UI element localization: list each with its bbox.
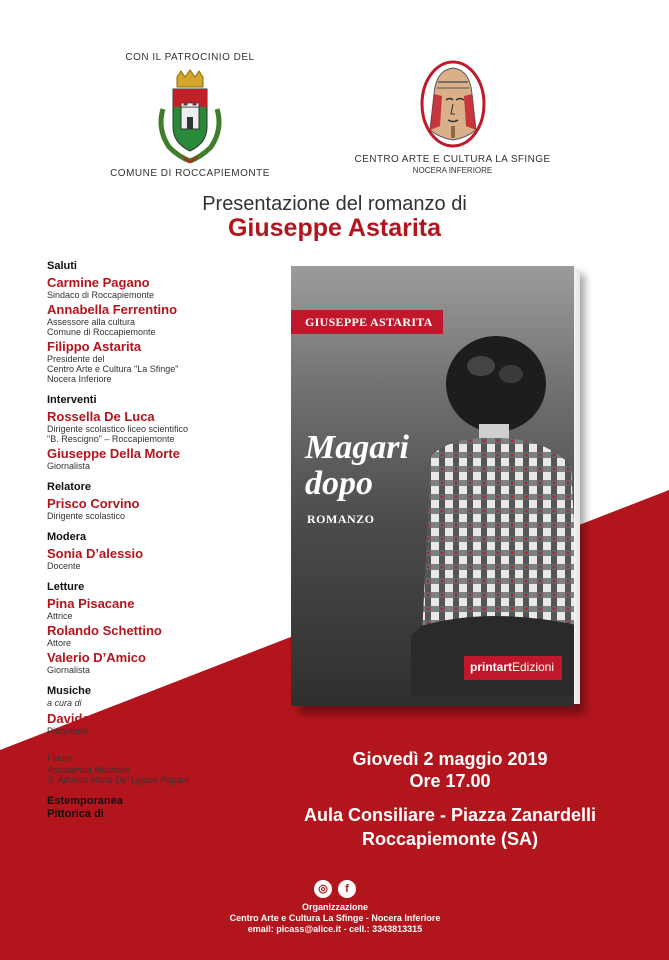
child-illustration [411,326,574,696]
book-cover-art [291,266,574,706]
book-title-line2: dopo [305,465,373,502]
speaker [47,496,277,521]
footer-org: Centro Arte e Cultura La Sfinge - Nocera Inferiore [229,913,441,923]
speaker [47,650,277,675]
speaker-name: Pina Pisacane [47,596,135,611]
speaker-role: Attrice [47,611,73,621]
section-heading: Interventi [47,394,97,406]
footer [180,880,490,935]
speaker-name: Mauro Sodano [47,823,138,838]
event-details [270,748,630,850]
speaker [47,823,277,838]
speaker-name: Davide Cesarano [47,711,153,726]
speaker-role: Docente [47,561,81,571]
section-letture [47,581,277,675]
speaker-role: Attore [47,638,72,648]
speaker-name: Rossella De Luca [47,409,155,424]
event-city: Roccapiemonte (SA) [361,829,539,849]
patron-top-text: CON IL PATROCINIO DEL [125,52,255,63]
publisher-rest: Edizioni [512,660,555,674]
speaker-role: Flauto [47,753,73,763]
speaker [47,546,277,571]
speaker [47,446,277,471]
event-date: Giovedì 2 maggio 2019 [352,749,548,769]
book-title-line1: Magari [305,429,409,466]
speaker-name: Valerio D’Amico [47,650,146,665]
speaker [47,409,277,444]
section-saluti [47,260,277,384]
section-heading: Letture [47,581,85,593]
speaker [47,302,277,337]
section-musiche [47,685,277,785]
facebook-icon[interactable]: f [338,880,356,898]
footer-contact: email: picass@alice.it - cell.: 3343813315 [247,924,423,934]
speaker-role: Dirigente scolastico [47,511,126,521]
patron-block [100,52,280,179]
speaker-role: Sindaco di Roccapiemonte [47,290,155,300]
publisher-bold: printart [470,660,512,674]
section-heading: Estemporanea [47,795,123,807]
program-list [47,260,277,848]
section-heading: Modera [47,531,87,543]
speaker [47,596,277,621]
speaker-name: Sonia D’alessio [47,546,144,561]
author-title: Giuseppe Astarita [227,214,442,242]
speaker [47,623,277,648]
speaker [47,339,277,384]
instagram-icon[interactable]: ◎ [314,880,332,898]
section-heading-2: Pittorica di [47,808,104,820]
section-heading: Relatore [47,481,92,493]
speaker-role: Giornalista [47,665,91,675]
speaker-role: Presidente del Centro Arte e Cultura "La Sfinge" Nocera Inferiore [47,354,179,384]
roccapiemonte-crest-icon [155,69,225,164]
patron-bottom-text: COMUNE DI ROCCAPIEMONTE [110,168,270,179]
section-heading: Saluti [47,260,77,272]
speaker [47,275,277,300]
speaker-name: Rolando Schettino [47,623,162,638]
footer-label: Organizzazione [301,902,368,912]
speaker-name: Prisco Corvino [47,496,140,511]
speaker-name: Giuseppe Della Morte [47,446,180,461]
speaker-role: Giornalista [47,461,91,471]
social-icons [180,880,490,898]
event-place: Aula Consiliare - Piazza Zanardelli [303,805,597,825]
event-time: Ore 17.00 [409,771,491,791]
book-cover [291,266,574,706]
speaker-name: Carmine Pagano [47,275,150,290]
section-note: a cura di [47,698,82,708]
section-estemporanea [47,795,277,838]
book-author: GIUSEPPE ASTARITA [291,310,443,334]
book-title [305,430,409,502]
speaker-name: Annabella Ferrentino [47,302,178,317]
speaker-role: Pianoforte [47,726,89,736]
speaker-role: Dirigente scolastico liceo scientifico "B. Rescigno" – Roccapiemonte [47,424,189,444]
speaker-name: Anna Chiara Sabatino [47,738,183,753]
publisher-logo [464,656,562,680]
speaker-role: Assessore alla cultura Comune di Roccapiemonte [47,317,156,337]
sfinge-logo-icon [420,60,486,148]
book-genre: ROMANZO [307,512,375,526]
section-modera [47,531,277,571]
section-relatore [47,481,277,521]
speaker [47,738,277,763]
sfinge-city-text: NOCERA INFERIORE [412,166,493,175]
section-heading: Musiche [47,685,92,697]
sfinge-block [340,60,565,175]
section-interventi [47,394,277,471]
speaker [47,711,277,736]
sfinge-name-text: CENTRO ARTE E CULTURA LA SFINGE [354,154,551,165]
speaker-name: Filippo Astarita [47,339,142,354]
academy-text: Accademia Musicale S. Alfonso Maria De' Liguori Pagani [47,765,189,785]
presentation-title: Presentazione del romanzo di [202,193,467,215]
